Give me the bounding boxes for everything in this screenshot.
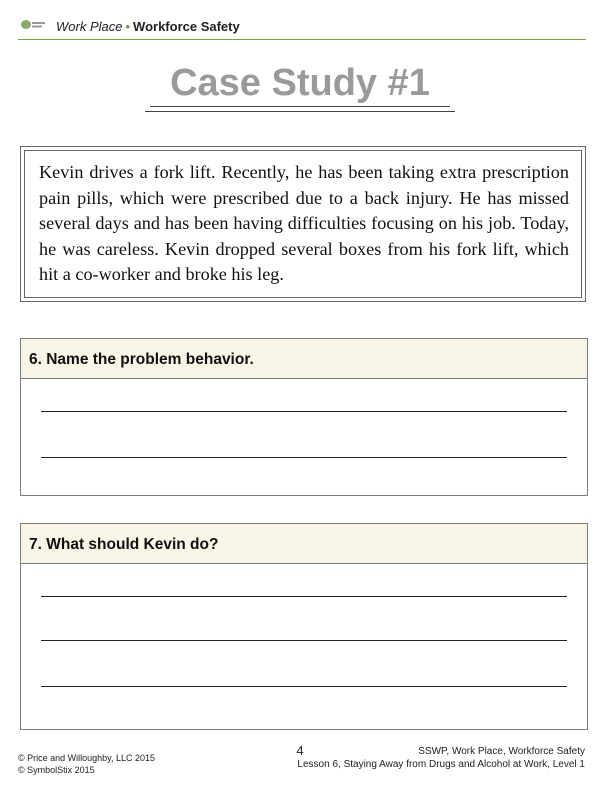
header-text bbox=[56, 19, 240, 34]
question-6-box bbox=[20, 338, 588, 496]
header-subtitle: Work Place bbox=[56, 19, 123, 34]
answer-line[interactable] bbox=[41, 640, 567, 641]
answer-line[interactable] bbox=[41, 411, 567, 412]
case-study-box bbox=[20, 146, 586, 302]
answer-line[interactable] bbox=[41, 596, 567, 597]
header-title: Workforce Safety bbox=[133, 19, 240, 34]
copyright-line-1: © Price and Willoughby, LLC 2015 bbox=[18, 753, 156, 763]
footer-course: SSWP, Work Place, Workforce Safety bbox=[418, 746, 585, 757]
footer-course-info bbox=[297, 746, 585, 771]
copyright-line-2: © SymbolStix 2015 bbox=[18, 765, 95, 775]
title-underline-second bbox=[145, 111, 455, 112]
case-study-text: Kevin drives a fork lift. Recently, he has been taking extra prescription pain pills, which were prescribed due to a back injury. He has missed several days and has been having difficulties focusing on his job. Today, he was careless. Kevin dropped several boxes from his fork lift, which hit a co-worker and broke his leg. bbox=[39, 162, 569, 284]
program-logo-icon bbox=[20, 19, 46, 30]
question-7-box bbox=[20, 523, 588, 730]
case-study-inner-frame bbox=[24, 150, 582, 298]
header-separator: • bbox=[125, 19, 131, 34]
question-7-prompt: 7. What should Kevin do? bbox=[21, 524, 587, 564]
footer-lesson: Lesson 6, Staying Away from Drugs and Alcohol at Work, Level 1 bbox=[297, 758, 585, 770]
page-title: Case Study #1 bbox=[170, 62, 430, 104]
title-underline bbox=[150, 106, 450, 107]
page-number: 4 bbox=[296, 743, 304, 758]
page-header bbox=[18, 10, 586, 40]
question-6-prompt: 6. Name the problem behavior. bbox=[21, 339, 587, 379]
answer-line[interactable] bbox=[41, 457, 567, 458]
answer-line[interactable] bbox=[41, 686, 567, 687]
